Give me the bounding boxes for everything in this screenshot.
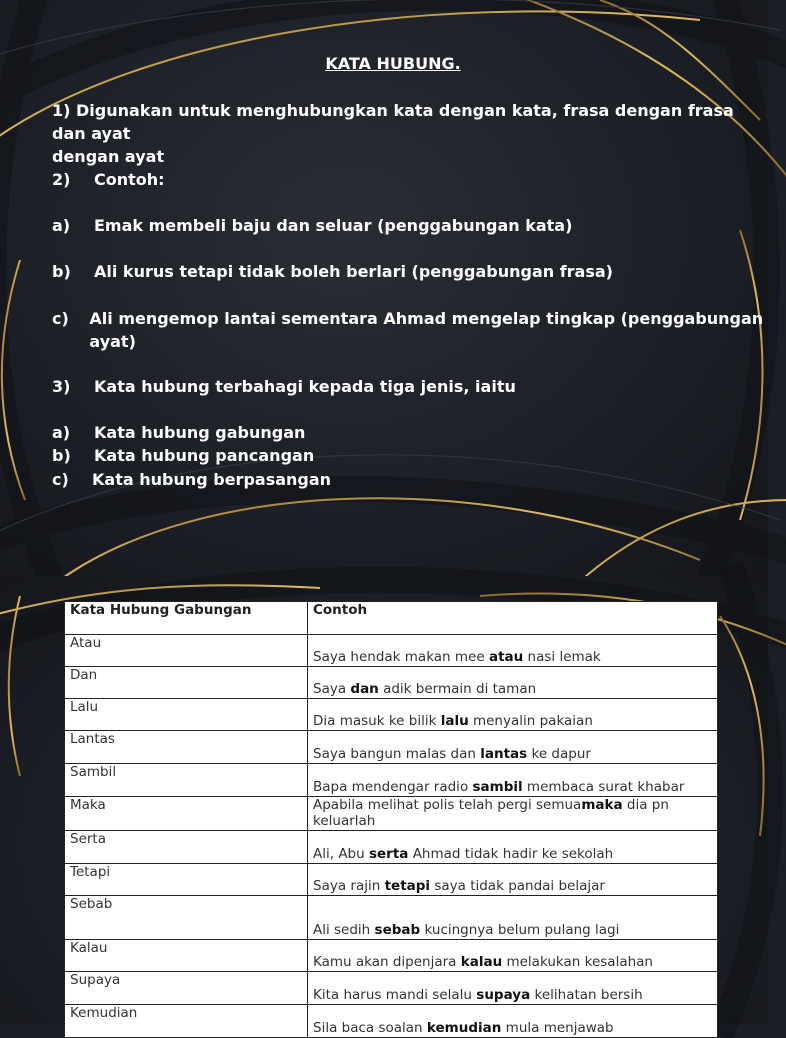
table-row: [65, 635, 718, 667]
type-a: [52, 421, 305, 444]
sentence-part: nasi lemak: [523, 649, 601, 665]
conjunction-word: Serta: [65, 831, 308, 864]
type-text: Kata hubung pancangan: [94, 446, 315, 465]
sentence-part: Saya: [313, 681, 351, 697]
conjunction-highlight: maka: [581, 797, 623, 813]
conjunction-highlight: atau: [488, 649, 524, 665]
example-text: Ali kurus tetapi tidak boleh berlari (penggabungan frasa): [94, 262, 613, 281]
conjunction-highlight: lantas: [480, 746, 528, 762]
table-row: [65, 764, 718, 797]
example-sentence: [308, 699, 718, 731]
conjunction-highlight: dan: [350, 681, 379, 697]
table-row: [65, 731, 718, 764]
point-3-label: Kata hubung terbahagi kepada tiga jenis, iaitu: [94, 377, 516, 396]
type-b: [52, 444, 314, 467]
sentence-part: Kamu akan dipenjara: [313, 954, 461, 970]
example-number: a): [52, 216, 71, 235]
conjunction-highlight: lalu: [440, 713, 469, 729]
sentence-part: Saya bangun malas dan: [313, 746, 481, 762]
sentence-part: kucingnya belum pulang lagi: [420, 922, 620, 938]
conjunction-word: Lalu: [65, 699, 308, 731]
conjunction-word: Lantas: [65, 731, 308, 764]
page-title: KATA HUBUNG.: [325, 54, 461, 73]
table-row: [65, 896, 718, 940]
sentence-part: melakukan kesalahan: [502, 954, 653, 970]
example-c: [52, 307, 768, 353]
sentence-part: Dia masuk ke bilik: [313, 713, 441, 729]
table-row: [65, 667, 718, 699]
type-number: a): [52, 423, 71, 442]
sentence-part: mula menjawab: [501, 1020, 614, 1036]
example-a: [52, 214, 572, 237]
sentence-part: Sila baca soalan: [313, 1020, 427, 1036]
table-header-cell: Kata Hubung Gabungan: [65, 602, 308, 635]
table-header-row: [65, 602, 718, 635]
sentence-part: Saya rajin: [313, 878, 385, 894]
example-b: [52, 260, 613, 283]
sentence-part: Apabila melihat polis telah pergi semua: [313, 797, 582, 813]
type-text: Kata hubung berpasangan: [92, 470, 332, 489]
sentence-part: Bapa mendengar radio: [313, 779, 473, 795]
conjunction-highlight: kemudian: [426, 1020, 502, 1036]
example-sentence: [308, 731, 718, 764]
example-number: c): [52, 309, 69, 328]
example-sentence: [308, 940, 718, 972]
type-c: [52, 468, 331, 491]
point-2: [52, 168, 165, 191]
example-sentence: [308, 667, 718, 699]
sentence-part: Kita harus mandi selalu: [313, 987, 477, 1003]
sentence-part: Ali, Abu: [313, 846, 369, 862]
conjunction-word: Kalau: [65, 940, 308, 972]
table-row: [65, 972, 718, 1005]
conjunction-word: Dan: [65, 667, 308, 699]
sentence-part: ke dapur: [527, 746, 591, 762]
point-3-number: 3): [52, 377, 71, 396]
table-row: [65, 864, 718, 896]
conjunction-highlight: tetapi: [384, 878, 431, 894]
example-sentence: [308, 1005, 718, 1038]
table-body: [65, 635, 718, 1038]
conjunction-highlight: supaya: [476, 987, 531, 1003]
point-2-label: Contoh:: [94, 170, 165, 189]
conjunction-highlight: sebab: [374, 922, 421, 938]
table-header-cell: Contoh: [308, 602, 718, 635]
example-sentence: [308, 797, 718, 831]
conjunction-word: Kemudian: [65, 1005, 308, 1038]
example-text: Ali mengemop lantai sementara Ahmad mengelap tingkap (penggabungan ayat): [89, 309, 764, 351]
type-number: b): [52, 446, 71, 465]
point-1-line-2: dengan ayat: [52, 147, 165, 166]
conjunction-word: Atau: [65, 635, 308, 667]
table-row: [65, 1005, 718, 1038]
sentence-part: Ali sedih: [313, 922, 375, 938]
sentence-part: Saya hendak makan mee: [313, 649, 489, 665]
example-text: Emak membeli baju dan seluar (penggabungan kata): [94, 216, 573, 235]
sentence-part: kelihatan bersih: [530, 987, 643, 1003]
point-3: [52, 375, 516, 398]
table-row: [65, 797, 718, 831]
table-row: [65, 940, 718, 972]
conjunction-highlight: serta: [368, 846, 409, 862]
conjunction-table: [64, 601, 718, 1038]
table-row: [65, 699, 718, 731]
sentence-part: adik bermain di taman: [378, 681, 537, 697]
sentence-part: menyalin pakaian: [468, 713, 593, 729]
point-1-line-1: 1) Digunakan untuk menghubungkan kata dengan kata, frasa dengan frasa dan ayat: [52, 101, 734, 143]
sentence-part: dia pn keluarlah: [313, 797, 669, 829]
example-sentence: [308, 864, 718, 896]
conjunction-highlight: sambil: [472, 779, 523, 795]
type-number: c): [52, 470, 69, 489]
point-2-number: 2): [52, 170, 71, 189]
sentence-part: Ahmad tidak hadir ke sekolah: [408, 846, 614, 862]
table-row: [65, 831, 718, 864]
conjunction-word: Maka: [65, 797, 308, 831]
sentence-part: membaca surat khabar: [522, 779, 685, 795]
conjunction-word: Sebab: [65, 896, 308, 940]
example-sentence: [308, 972, 718, 1005]
example-number: b): [52, 262, 71, 281]
example-sentence: [308, 635, 718, 667]
type-text: Kata hubung gabungan: [94, 423, 306, 442]
conjunction-word: Sambil: [65, 764, 308, 797]
conjunction-highlight: kalau: [460, 954, 503, 970]
example-sentence: [308, 896, 718, 940]
point-1: [52, 99, 752, 168]
conjunction-word: Tetapi: [65, 864, 308, 896]
sentence-part: saya tidak pandai belajar: [430, 878, 605, 894]
example-sentence: [308, 831, 718, 864]
example-sentence: [308, 764, 718, 797]
conjunction-word: Supaya: [65, 972, 308, 1005]
